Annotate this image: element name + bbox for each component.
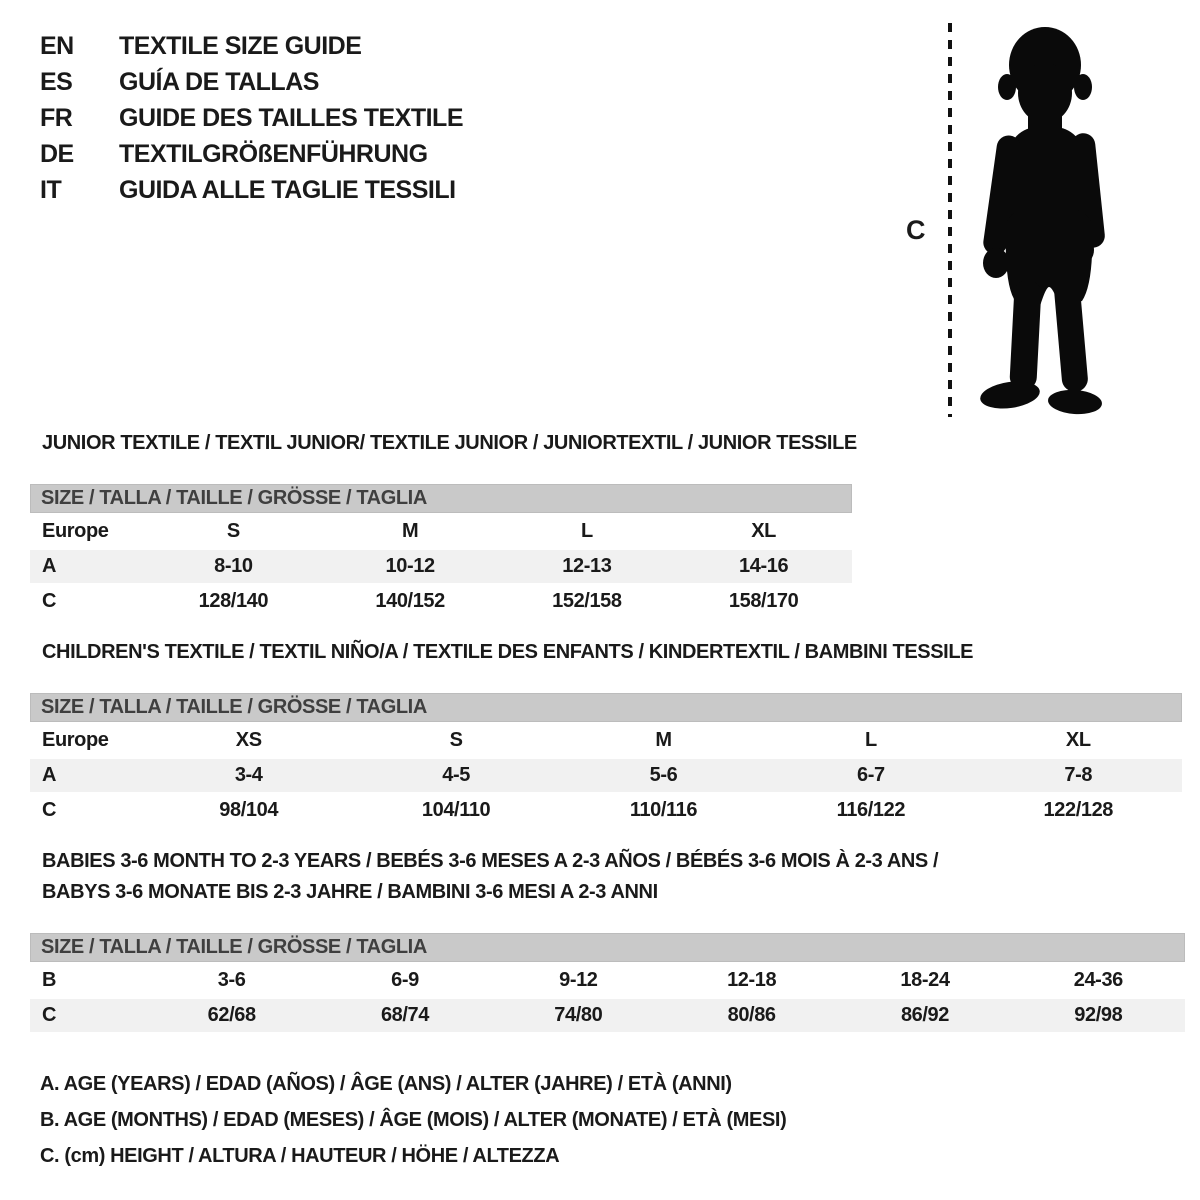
size-cell: 7-8 — [1064, 764, 1093, 786]
row-label: C — [42, 1004, 57, 1026]
size-cell: 98/104 — [219, 799, 279, 821]
size-cell: 14-16 — [739, 555, 789, 577]
size-cell: XL — [1065, 729, 1091, 751]
language-title: GUIDA ALLE TAGLIE TESSILI — [119, 175, 456, 204]
size-header-bar: SIZE / TALLA / TAILLE / GRÖSSE / TAGLIA — [30, 693, 1182, 722]
legend — [40, 1066, 786, 1174]
table-row — [30, 998, 1185, 1033]
language-code: IT — [40, 175, 62, 204]
size-cell: L — [580, 520, 593, 542]
size-cell: 140/152 — [375, 590, 445, 612]
size-cell: S — [226, 520, 240, 542]
size-cell: 12-18 — [727, 969, 777, 991]
language-title: TEXTILGRÖßENFÜHRUNG — [119, 139, 428, 168]
size-cell: 74/80 — [554, 1004, 603, 1026]
section-title — [42, 846, 1185, 908]
size-cell: 10-12 — [385, 555, 435, 577]
size-cell: 3-6 — [217, 969, 246, 991]
language-title: GUÍA DE TALLAS — [119, 67, 319, 96]
section-title-line: JUNIOR TEXTILE / TEXTIL JUNIOR/ TEXTILE JUNIOR / JUNIORTEXTIL / JUNIOR TESSILE — [42, 432, 857, 454]
table-row — [30, 793, 1182, 828]
size-cell: 158/170 — [728, 590, 799, 612]
size-cell: L — [864, 729, 877, 751]
size-cell: S — [449, 729, 463, 751]
language-row — [40, 172, 463, 208]
section-title — [42, 428, 857, 459]
size-cell: 128/140 — [198, 590, 269, 612]
row-label: C — [42, 590, 57, 612]
toddler-silhouette-icon — [978, 27, 1106, 416]
language-row — [40, 100, 463, 136]
size-cell: 86/92 — [900, 1004, 949, 1026]
size-cell: M — [401, 520, 419, 542]
section-title-line: CHILDREN'S TEXTILE / TEXTIL NIÑO/A / TEXTILE DES ENFANTS / KINDERTEXTIL / BAMBINI TESSILE — [42, 641, 974, 663]
height-label: C — [906, 215, 926, 245]
row-label: A — [42, 764, 57, 786]
size-cell: 24-36 — [1073, 969, 1123, 991]
size-cell: XL — [751, 520, 776, 542]
language-row — [40, 28, 463, 64]
language-row — [40, 64, 463, 100]
size-cell: 122/128 — [1043, 799, 1114, 821]
language-code: ES — [40, 67, 73, 96]
language-title: TEXTILE SIZE GUIDE — [119, 31, 362, 60]
size-cell: 92/98 — [1074, 1004, 1123, 1026]
size-cell: 18-24 — [900, 969, 950, 991]
size-cell: 6-7 — [857, 764, 885, 786]
size-cell: 3-4 — [234, 764, 263, 786]
table-row — [30, 584, 852, 619]
row-label: C — [42, 799, 57, 821]
height-figure — [900, 15, 1150, 425]
language-code: DE — [40, 139, 74, 168]
language-code: EN — [40, 31, 74, 60]
language-row — [40, 136, 463, 172]
size-cell: 5-6 — [649, 764, 678, 786]
size-cell: 4-5 — [442, 764, 470, 786]
row-label: Europe — [42, 729, 109, 751]
section-title-line: BABIES 3-6 MONTH TO 2-3 YEARS / BEBÉS 3-6 MESES A 2-3 AÑOS / BÉBÉS 3-6 MOIS À 2-3 ANS / — [42, 850, 939, 872]
size-cell: 6-9 — [391, 969, 419, 991]
size-cell: 9-12 — [559, 969, 598, 991]
size-table — [30, 964, 1185, 1034]
size-table — [30, 724, 1182, 829]
language-title: GUIDE DES TAILLES TEXTILE — [119, 103, 464, 132]
size-cell: 116/122 — [836, 799, 906, 821]
legend-line: C. (cm) HEIGHT / ALTURA / HAUTEUR / HÖHE / ALTEZZA — [40, 1145, 560, 1167]
size-cell: M — [655, 729, 672, 751]
table-row — [30, 964, 1185, 998]
table-row — [30, 515, 852, 549]
size-cell: 80/86 — [727, 1004, 776, 1026]
size-cell: 152/158 — [552, 590, 622, 612]
size-cell: 104/110 — [421, 799, 491, 821]
size-cell: 12-13 — [562, 555, 612, 577]
legend-line: B. AGE (MONTHS) / EDAD (MESES) / ÂGE (MOIS) / ALTER (MONATE) / ETÀ (MESI) — [40, 1109, 787, 1131]
table-row — [30, 549, 852, 584]
children-textile-section — [30, 637, 1182, 829]
section-title — [42, 637, 1182, 668]
table-row — [30, 758, 1182, 793]
row-label: A — [42, 555, 57, 577]
size-cell: 62/68 — [207, 1004, 256, 1026]
size-cell: XS — [235, 729, 262, 751]
size-header-bar: SIZE / TALLA / TAILLE / GRÖSSE / TAGLIA — [30, 484, 852, 513]
junior-textile-section — [30, 428, 857, 620]
language-code: FR — [40, 103, 73, 132]
size-cell: 110/116 — [629, 799, 698, 821]
section-title-line: BABYS 3-6 MONATE BIS 2-3 JAHRE / BAMBINI 3-6 MESI A 2-3 ANNI — [42, 881, 658, 903]
size-cell: 68/74 — [380, 1004, 430, 1026]
row-label: Europe — [42, 520, 109, 542]
row-label: B — [42, 969, 57, 991]
toddler-figure-svg — [900, 15, 1150, 425]
table-row — [30, 724, 1182, 758]
legend-line: A. AGE (YEARS) / EDAD (AÑOS) / ÂGE (ANS) / ALTER (JAHRE) / ETÀ (ANNI) — [40, 1073, 732, 1095]
language-list — [40, 28, 463, 208]
size-cell: 8-10 — [214, 555, 253, 577]
babies-textile-section — [30, 846, 1185, 1034]
size-header-bar: SIZE / TALLA / TAILLE / GRÖSSE / TAGLIA — [30, 933, 1185, 962]
size-table — [30, 515, 852, 620]
